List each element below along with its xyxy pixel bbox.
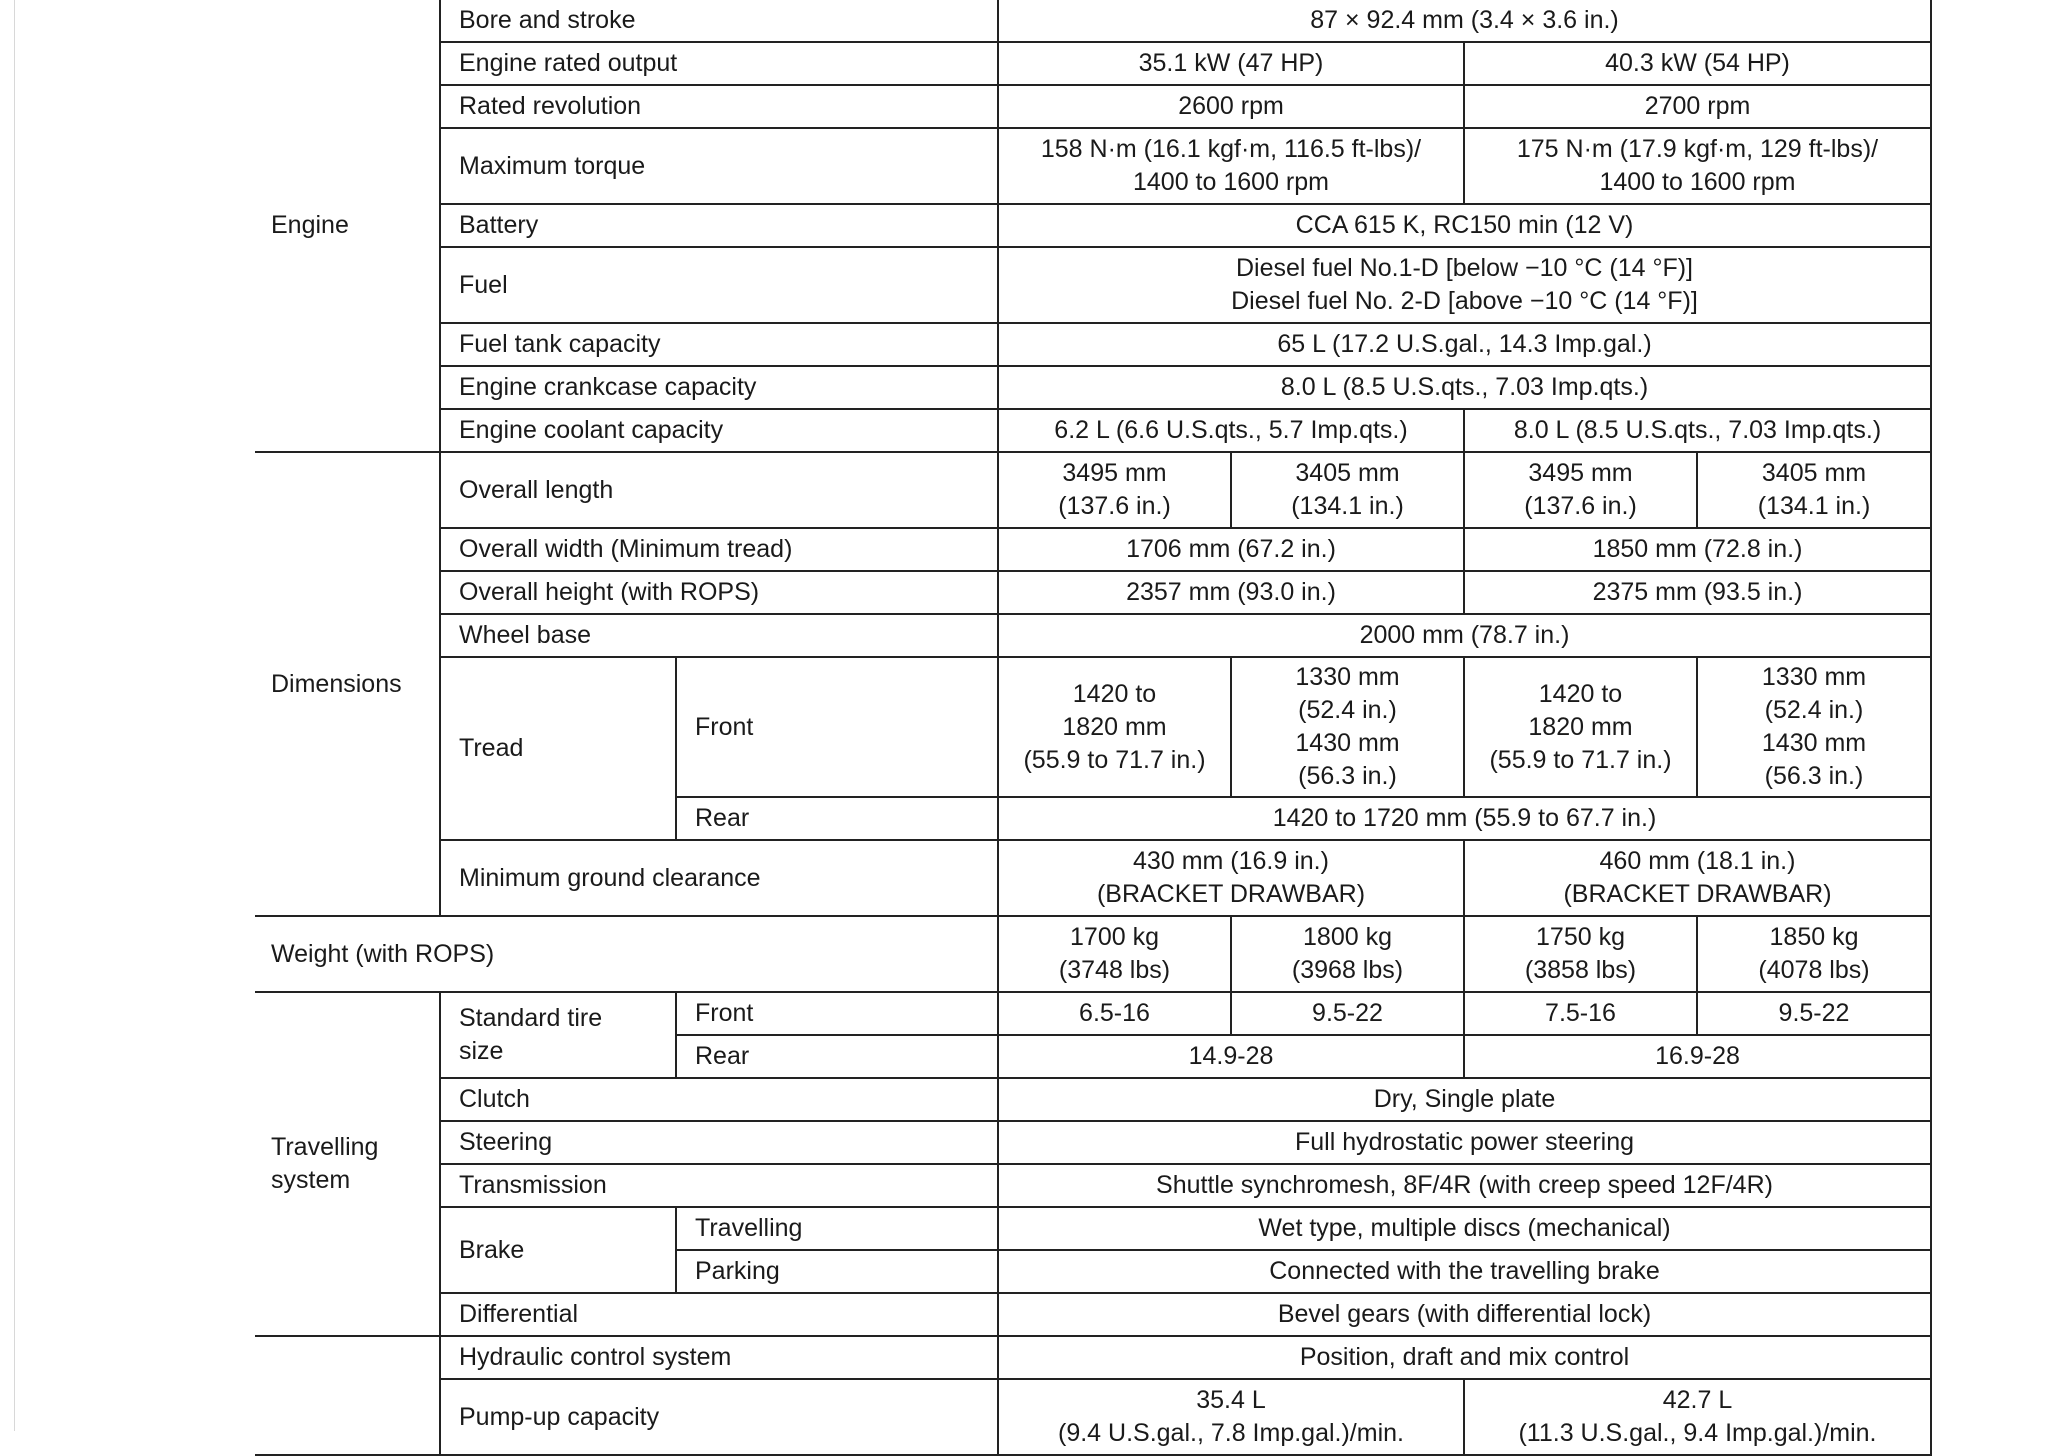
value-line: (134.1 in.) bbox=[1757, 492, 1871, 520]
value-line: (137.6 in.) bbox=[1524, 492, 1637, 520]
table-row bbox=[255, 323, 1931, 366]
value-line: 1400 to 1600 rpm bbox=[1599, 168, 1796, 196]
value-line: 1430 mm bbox=[1295, 729, 1400, 757]
value-cell bbox=[1464, 452, 1697, 528]
table-row bbox=[255, 204, 1931, 247]
item-label: Wheel base bbox=[440, 614, 998, 657]
sub-label: Front bbox=[676, 657, 998, 797]
table-row bbox=[255, 0, 1931, 42]
category-line: system bbox=[271, 1166, 351, 1194]
table-row bbox=[255, 85, 1931, 128]
value-line: (56.3 in.) bbox=[1764, 762, 1864, 790]
document-page bbox=[14, 0, 2048, 1447]
value-line: 42.7 L bbox=[1662, 1386, 1733, 1414]
value-cell: 87 × 92.4 mm (3.4 × 3.6 in.) bbox=[998, 0, 1931, 42]
value-line: (52.4 in.) bbox=[1764, 696, 1864, 724]
value-line: (BRACKET DRAWBAR) bbox=[1096, 880, 1366, 908]
value-cell: 7.5-16 bbox=[1464, 992, 1697, 1035]
item-label: Brake bbox=[440, 1207, 676, 1293]
sub-label: Travelling bbox=[676, 1207, 998, 1250]
value-line: (3968 lbs) bbox=[1291, 956, 1404, 984]
table-row bbox=[255, 840, 1931, 916]
value-line: Diesel fuel No.1-D [below −10 °C (14 °F)] bbox=[1236, 254, 1693, 282]
table-row bbox=[255, 247, 1931, 323]
value-line: 3405 mm bbox=[1761, 459, 1867, 487]
value-line: 1700 kg bbox=[1070, 923, 1159, 951]
item-label: Overall height (with ROPS) bbox=[440, 571, 998, 614]
value-line: (52.4 in.) bbox=[1298, 696, 1397, 724]
value-line: 1820 mm bbox=[1528, 712, 1633, 741]
value-cell bbox=[1464, 128, 1931, 204]
table-row bbox=[255, 1293, 1931, 1336]
value-cell: 1706 mm (67.2 in.) bbox=[998, 528, 1464, 571]
value-cell: Bevel gears (with differential lock) bbox=[998, 1293, 1931, 1336]
category-weight: Weight (with ROPS) bbox=[255, 916, 998, 992]
value-cell: CCA 615 K, RC150 min (12 V) bbox=[998, 204, 1931, 247]
value-cell: 6.5-16 bbox=[998, 992, 1231, 1035]
value-cell bbox=[998, 452, 1231, 528]
value-line: (55.9 to 71.7 in.) bbox=[1023, 745, 1206, 774]
category-dimensions: Dimensions bbox=[255, 452, 440, 916]
value-cell: 16.9-28 bbox=[1464, 1035, 1931, 1078]
value-line: 1400 to 1600 rpm bbox=[1133, 168, 1329, 196]
value-line: (134.1 in.) bbox=[1291, 492, 1404, 520]
value-line: 175 N·m (17.9 kgf·m, 129 ft-lbs)/ bbox=[1516, 135, 1879, 163]
value-line: 1430 mm bbox=[1761, 729, 1867, 757]
value-line: (BRACKET DRAWBAR) bbox=[1563, 880, 1832, 908]
value-cell: 40.3 kW (54 HP) bbox=[1464, 42, 1931, 85]
value-line: 3405 mm bbox=[1295, 459, 1400, 487]
item-line: size bbox=[459, 1037, 504, 1065]
value-line: (11.3 U.S.gal., 9.4 Imp.gal.)/min. bbox=[1518, 1419, 1877, 1447]
item-label bbox=[440, 992, 676, 1078]
value-line: (137.6 in.) bbox=[1058, 492, 1171, 520]
value-cell: Full hydrostatic power steering bbox=[998, 1121, 1931, 1164]
value-cell: 8.0 L (8.5 U.S.qts., 7.03 Imp.qts.) bbox=[1464, 409, 1931, 452]
value-line: 1750 kg bbox=[1536, 923, 1625, 951]
value-line: 3495 mm bbox=[1528, 459, 1633, 487]
table-row bbox=[255, 1207, 1931, 1250]
value-line: (3748 lbs) bbox=[1058, 956, 1171, 984]
value-line: (9.4 U.S.gal., 7.8 Imp.gal.)/min. bbox=[1058, 1419, 1404, 1447]
value-cell: 1420 to 1720 mm (55.9 to 67.7 in.) bbox=[998, 797, 1931, 840]
value-cell bbox=[1231, 916, 1464, 992]
value-line: 1850 kg bbox=[1769, 923, 1859, 951]
item-label: Differential bbox=[440, 1293, 998, 1336]
item-label: Hydraulic control system bbox=[440, 1336, 998, 1379]
item-label: Tread bbox=[440, 657, 676, 840]
value-line: (55.9 to 71.7 in.) bbox=[1489, 745, 1672, 774]
table-row bbox=[255, 128, 1931, 204]
value-line: 460 mm (18.1 in.) bbox=[1599, 847, 1796, 875]
table-row bbox=[255, 1078, 1931, 1121]
category-hydraulic bbox=[255, 1336, 440, 1455]
value-cell: 1850 mm (72.8 in.) bbox=[1464, 528, 1931, 571]
value-cell bbox=[1464, 840, 1931, 916]
table-row bbox=[255, 366, 1931, 409]
value-cell: 2357 mm (93.0 in.) bbox=[998, 571, 1464, 614]
value-cell: 2600 rpm bbox=[998, 85, 1464, 128]
table-row bbox=[255, 614, 1931, 657]
table-row bbox=[255, 452, 1931, 528]
value-cell bbox=[998, 247, 1931, 323]
value-line: 1420 to bbox=[1538, 679, 1623, 708]
value-cell bbox=[1697, 916, 1931, 992]
item-label: Clutch bbox=[440, 1078, 998, 1121]
value-cell: Dry, Single plate bbox=[998, 1078, 1931, 1121]
item-label: Rated revolution bbox=[440, 85, 998, 128]
value-line: 3495 mm bbox=[1062, 459, 1167, 487]
value-cell bbox=[1231, 657, 1464, 797]
category-line: Travelling bbox=[271, 1133, 379, 1161]
value-line: 1330 mm bbox=[1761, 663, 1867, 691]
value-line: 1330 mm bbox=[1295, 663, 1400, 691]
value-cell: 8.0 L (8.5 U.S.qts., 7.03 Imp.qts.) bbox=[998, 366, 1931, 409]
value-cell: 65 L (17.2 U.S.gal., 14.3 Imp.gal.) bbox=[998, 323, 1931, 366]
item-label: Maximum torque bbox=[440, 128, 998, 204]
value-cell: 14.9-28 bbox=[998, 1035, 1464, 1078]
item-label: Minimum ground clearance bbox=[440, 840, 998, 916]
value-cell bbox=[998, 1379, 1464, 1455]
table-row bbox=[255, 1121, 1931, 1164]
table-row bbox=[255, 657, 1931, 797]
value-cell: 2700 rpm bbox=[1464, 85, 1931, 128]
value-cell bbox=[1697, 657, 1931, 797]
item-label: Pump-up capacity bbox=[440, 1379, 998, 1455]
value-cell: 35.1 kW (47 HP) bbox=[998, 42, 1464, 85]
value-cell bbox=[998, 657, 1231, 797]
sub-label: Rear bbox=[676, 1035, 998, 1078]
value-cell bbox=[1231, 452, 1464, 528]
value-cell bbox=[1464, 657, 1697, 797]
value-cell: 2375 mm (93.5 in.) bbox=[1464, 571, 1931, 614]
value-cell: 9.5-22 bbox=[1697, 992, 1931, 1035]
value-cell bbox=[998, 128, 1464, 204]
table-row bbox=[255, 528, 1931, 571]
table-row bbox=[255, 992, 1931, 1035]
value-cell: Shuttle synchromesh, 8F/4R (with creep speed 12F/4R) bbox=[998, 1164, 1931, 1207]
item-label: Battery bbox=[440, 204, 998, 247]
value-cell bbox=[1697, 452, 1931, 528]
item-label: Fuel tank capacity bbox=[440, 323, 998, 366]
table-row bbox=[255, 1379, 1931, 1455]
table-row bbox=[255, 409, 1931, 452]
value-cell: 9.5-22 bbox=[1231, 992, 1464, 1035]
value-line: (3858 lbs) bbox=[1524, 956, 1637, 984]
item-label: Bore and stroke bbox=[440, 0, 998, 42]
value-cell bbox=[998, 916, 1231, 992]
value-line: Diesel fuel No. 2-D [above −10 °C (14 °F)] bbox=[1231, 287, 1698, 315]
sub-label: Front bbox=[676, 992, 998, 1035]
value-cell: Wet type, multiple discs (mechanical) bbox=[998, 1207, 1931, 1250]
item-label: Engine coolant capacity bbox=[440, 409, 998, 452]
item-label: Overall length bbox=[440, 452, 998, 528]
item-label: Fuel bbox=[440, 247, 998, 323]
value-cell: Connected with the travelling brake bbox=[998, 1250, 1931, 1293]
item-label: Engine rated output bbox=[440, 42, 998, 85]
table-row bbox=[255, 42, 1931, 85]
value-cell: Position, draft and mix control bbox=[998, 1336, 1931, 1379]
table-row bbox=[255, 571, 1931, 614]
value-line: 35.4 L bbox=[1196, 1386, 1266, 1414]
value-line: 430 mm (16.9 in.) bbox=[1133, 847, 1329, 875]
value-line: 1820 mm bbox=[1062, 712, 1167, 741]
sub-label: Parking bbox=[676, 1250, 998, 1293]
value-line: (4078 lbs) bbox=[1758, 956, 1870, 984]
sub-label: Rear bbox=[676, 797, 998, 840]
value-line: 1800 kg bbox=[1303, 923, 1392, 951]
value-line: (56.3 in.) bbox=[1298, 762, 1397, 790]
item-line: Standard tire bbox=[459, 1004, 603, 1032]
specifications-table bbox=[255, 0, 1932, 1456]
item-label: Overall width (Minimum tread) bbox=[440, 528, 998, 571]
category-engine: Engine bbox=[255, 0, 440, 452]
value-cell bbox=[1464, 916, 1697, 992]
category-travelling-system bbox=[255, 992, 440, 1336]
table-row bbox=[255, 1164, 1931, 1207]
item-label: Engine crankcase capacity bbox=[440, 366, 998, 409]
value-cell bbox=[998, 840, 1464, 916]
value-cell: 2000 mm (78.7 in.) bbox=[998, 614, 1931, 657]
item-label: Steering bbox=[440, 1121, 998, 1164]
value-line: 158 N·m (16.1 kgf·m, 116.5 ft-lbs)/ bbox=[1040, 135, 1422, 163]
table-row bbox=[255, 916, 1931, 992]
value-line: 1420 to bbox=[1072, 679, 1157, 708]
item-label: Transmission bbox=[440, 1164, 998, 1207]
table-row bbox=[255, 1336, 1931, 1379]
value-cell bbox=[1464, 1379, 1931, 1455]
value-cell: 6.2 L (6.6 U.S.qts., 5.7 Imp.qts.) bbox=[998, 409, 1464, 452]
